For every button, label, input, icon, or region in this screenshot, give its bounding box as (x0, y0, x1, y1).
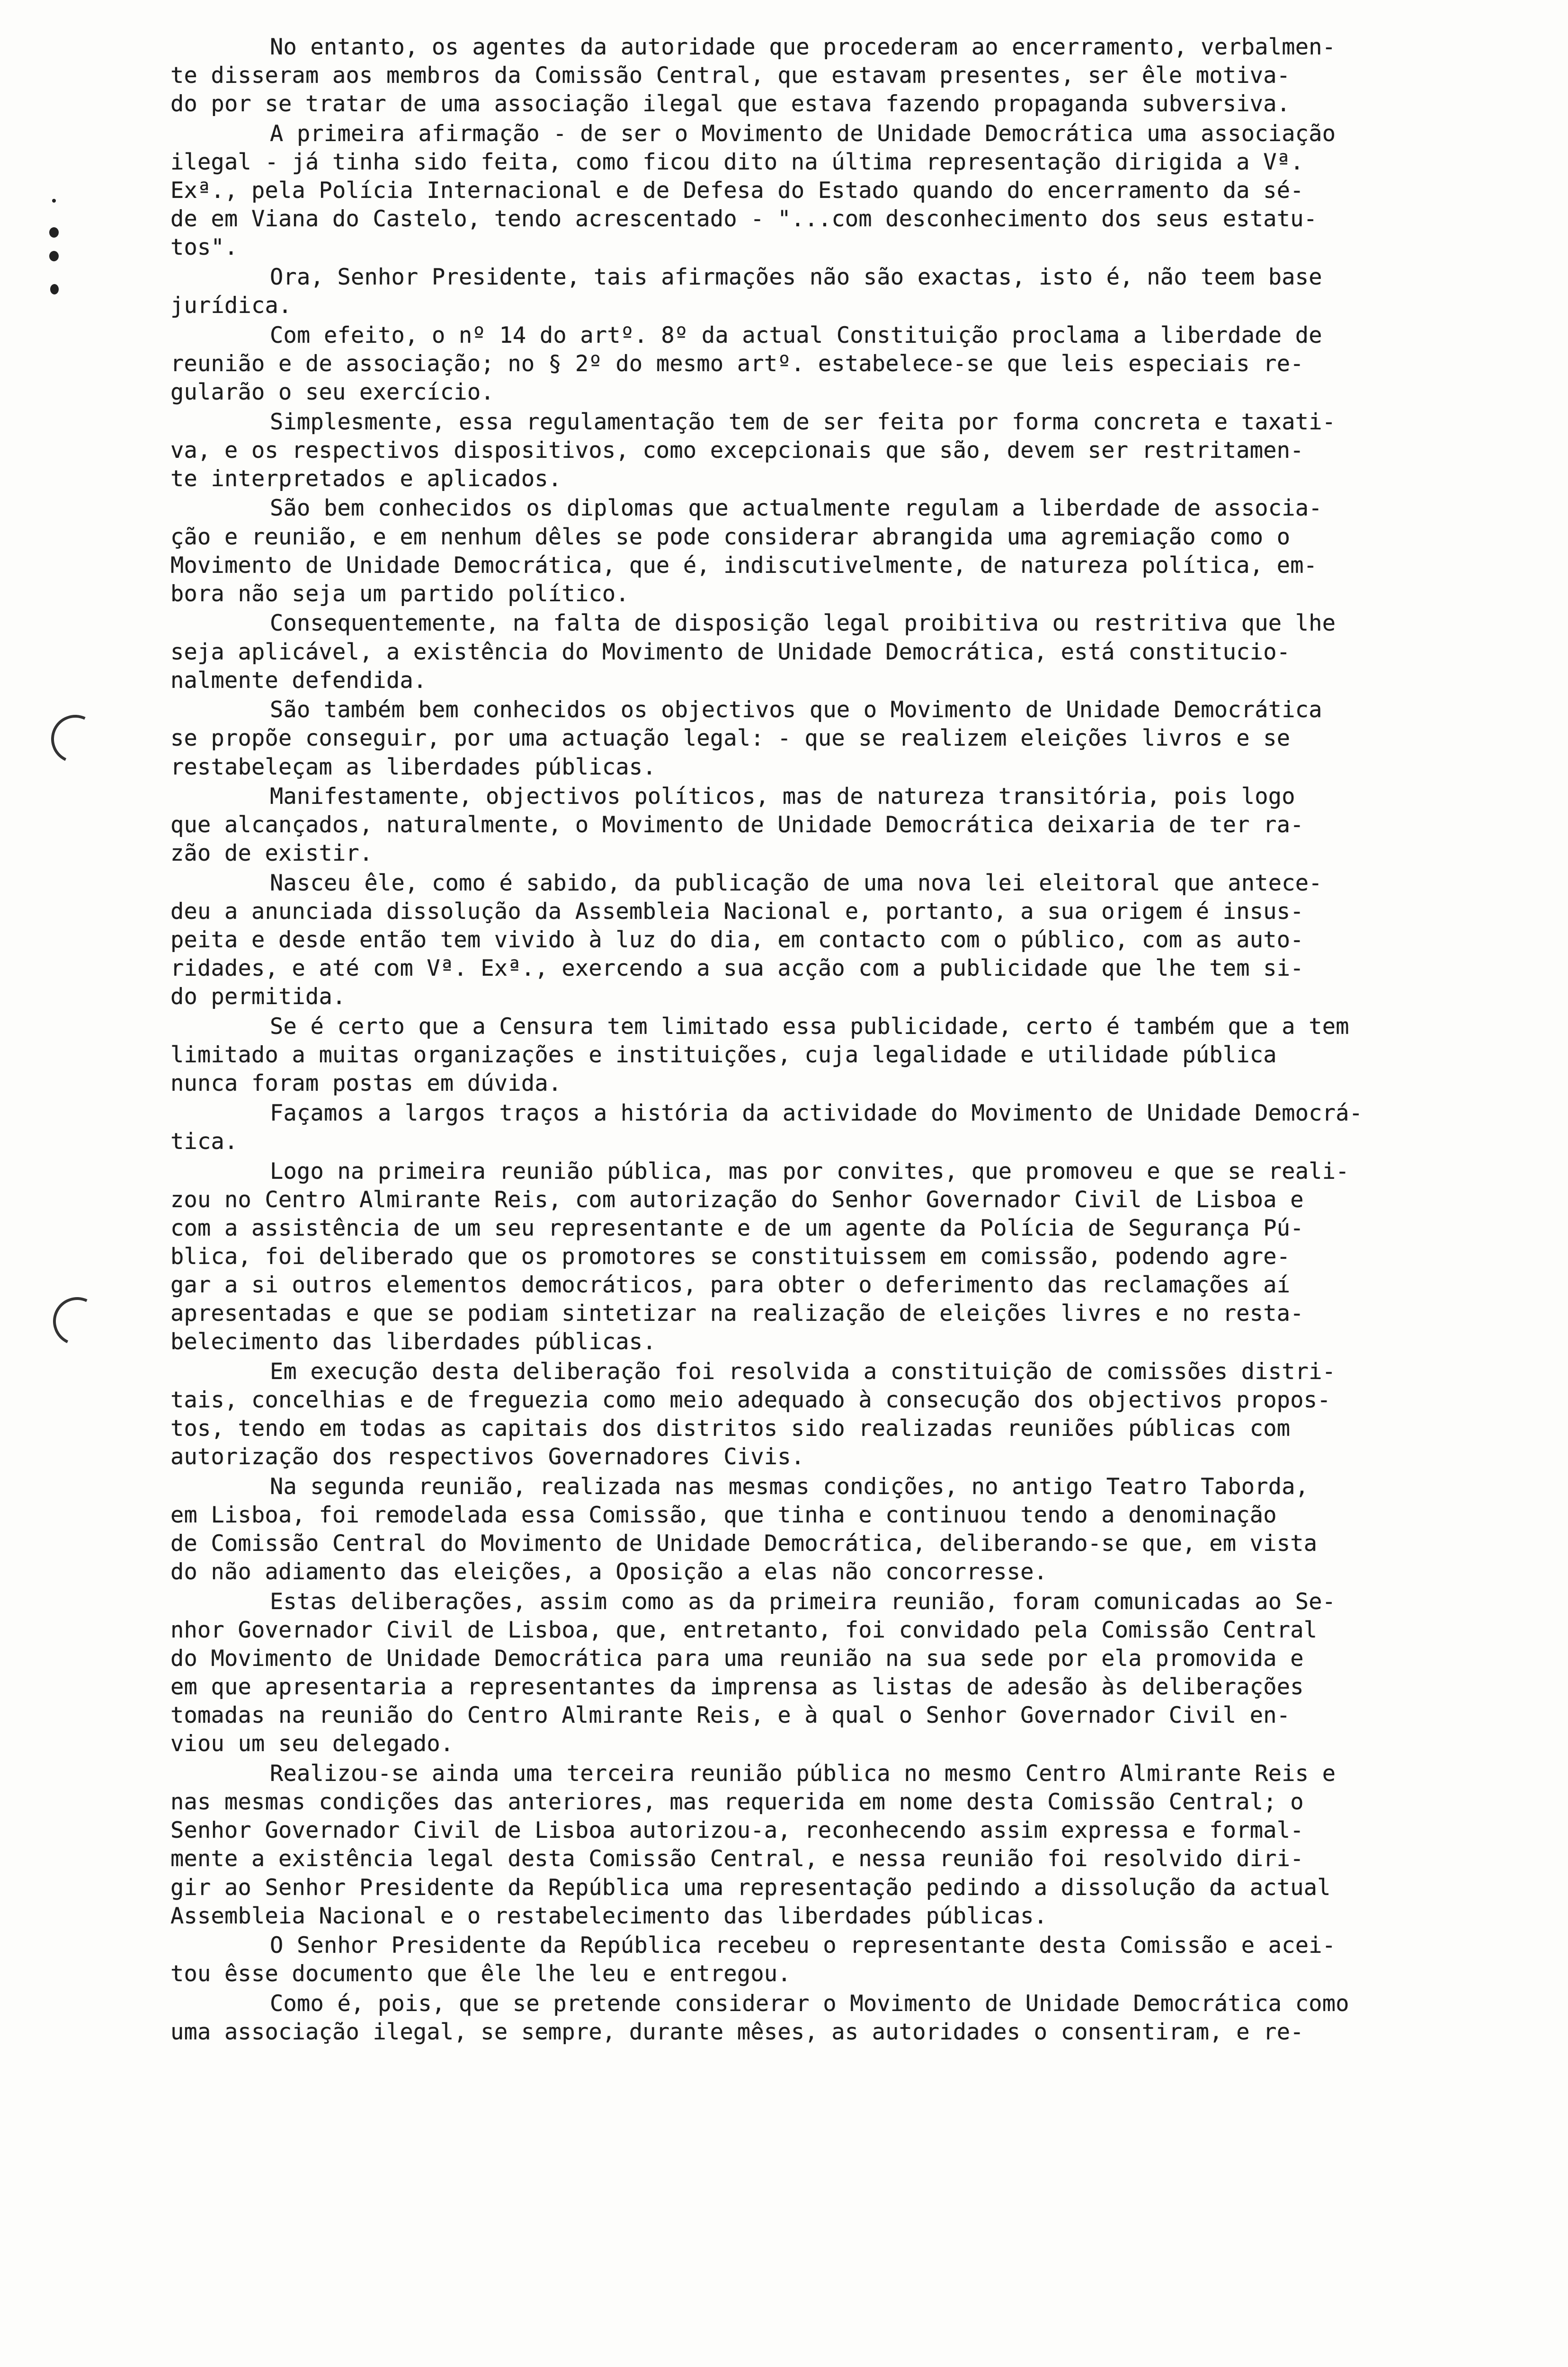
paragraph (170, 408, 1543, 493)
text-line: nalmente defendida. (170, 667, 427, 694)
text-line: nunca foram postas em dúvida. (170, 1070, 562, 1097)
text-line: Movimento de Unidade Democrática, que é, indiscutivelmente, de natureza política, em- (170, 552, 1318, 578)
text-line: limitado a muitas organizações e instituições, cuja legalidade e utilidade pública (170, 1042, 1277, 1068)
text-line: tais, concelhias e de freguezia como meio adequado à consecução dos objectivos propos- (170, 1387, 1331, 1414)
text-line: A primeira afirmação - de ser o Movimento de Unidade Democrática uma associação (270, 120, 1336, 147)
text-line: de Comissão Central do Movimento de Unidade Democrática, deliberando-se que, em vista (170, 1531, 1318, 1557)
paragraph (170, 869, 1543, 1011)
paragraph (170, 120, 1543, 262)
text-line: reunião e de associação; no § 2º do mesmo artº. estabelece-se que leis especiais re- (170, 350, 1304, 377)
text-line: do Movimento de Unidade Democrática para uma reunião na sua sede por ela promovida e (170, 1646, 1304, 1672)
text-line: Consequentemente, na falta de disposição legal proibitiva ou restritiva que lhe (270, 610, 1336, 637)
text-line: No entanto, os agentes da autoridade que procederam ao encerramento, verbalmen- (270, 34, 1336, 60)
text-line: nhor Governador Civil de Lisboa, que, entretanto, foi convidado pela Comissão Central (170, 1617, 1318, 1644)
text-line: São bem conhecidos os diplomas que actualmente regulam a liberdade de associa- (270, 495, 1322, 522)
paragraph (170, 494, 1543, 608)
text-line: zou no Centro Almirante Reis, com autorização do Senhor Governador Civil de Lisboa e (170, 1186, 1304, 1213)
text-line: que alcançados, naturalmente, o Movimento de Unidade Democrática deixaria de ter ra- (170, 812, 1304, 838)
paragraph (170, 1588, 1543, 1759)
paragraph (170, 1760, 1543, 1931)
text-line: apresentadas e que se podiam sintetizar na realização de eleições livres e no resta- (170, 1300, 1304, 1327)
text-line: Ora, Senhor Presidente, tais afirmações não são exactas, isto é, não teem base (270, 264, 1322, 290)
text-line: Nasceu êle, como é sabido, da publicação de uma nova lei eleitoral que antece- (270, 870, 1322, 897)
paragraph (170, 609, 1543, 694)
text-line: em que apresentaria a representantes da imprensa as listas de adesão às deliberações (170, 1674, 1304, 1700)
text-line: Com efeito, o nº 14 do artº. 8º da actual Constituição proclama a liberdade de (270, 322, 1322, 348)
text-line: tos". (170, 234, 238, 261)
hole-mark (50, 284, 59, 294)
text-line: tou êsse documento que êle lhe leu e entregou. (170, 1961, 791, 1987)
text-line: tos, tendo em todas as capitais dos distritos sido realizadas reuniões públicas com (170, 1415, 1291, 1442)
text-line: blica, foi deliberado que os promotores se constituissem em comissão, podendo agre- (170, 1244, 1291, 1270)
text-line: Assembleia Nacional e o restabelecimento das liberdades públicas. (170, 1903, 1048, 1929)
text-line: autorização dos respectivos Governadores Civis. (170, 1444, 805, 1470)
text-line: em Lisboa, foi remodelada essa Comissão, que tinha e continuou tendo a denominação (170, 1502, 1277, 1529)
text-line: tomadas na reunião do Centro Almirante Reis, e à qual o Senhor Governador Civil en- (170, 1702, 1291, 1729)
text-line: Senhor Governador Civil de Lisboa autorizou-a, reconhecendo assim expressa e formal- (170, 1817, 1304, 1844)
text-line: Como é, pois, que se pretende considerar o Movimento de Unidade Democrática como (270, 1991, 1349, 2017)
text-line: uma associação ilegal, se sempre, durante mêses, as autoridades o consentiram, e re- (170, 2019, 1304, 2046)
text-line: mente a existência legal desta Comissão Central, e nessa reunião foi resolvido diri- (170, 1846, 1304, 1872)
paragraph (170, 263, 1543, 320)
hole-mark (52, 199, 56, 203)
paragraph (170, 1099, 1543, 1156)
paragraph (170, 1358, 1543, 1471)
punch-hole-arc (46, 1290, 108, 1353)
text-line: peita e desde então tem vivido à luz do dia, em contacto com o público, com as auto- (170, 927, 1304, 953)
typewritten-letter-body (170, 33, 1543, 2048)
text-line: bora não seja um partido político. (170, 580, 629, 607)
text-line: va, e os respectivos dispositivos, como excepcionais que são, devem ser restritamen- (170, 437, 1304, 463)
text-line: O Senhor Presidente da República recebeu o representante desta Comissão e acei- (270, 1932, 1336, 1959)
text-line: te interpretados e aplicados. (170, 465, 562, 492)
hole-mark (49, 251, 59, 261)
paragraph (170, 696, 1543, 781)
text-line: Manifestamente, objectivos políticos, mas de natureza transitória, pois logo (270, 783, 1295, 810)
text-line: jurídica. (170, 293, 292, 319)
text-line: se propõe conseguir, por uma actuação legal: - que se realizem eleições livros e se (170, 725, 1291, 752)
paragraph (170, 1473, 1543, 1586)
text-line: do por se tratar de uma associação ilegal que estava fazendo propaganda subversiva. (170, 91, 1291, 117)
text-line: Exª., pela Polícia Internacional e de Defesa do Estado quando do encerramento da sé- (170, 178, 1304, 204)
text-line: Se é certo que a Censura tem limitado essa publicidade, certo é também que a tem (270, 1014, 1349, 1040)
text-line: Na segunda reunião, realizada nas mesmas condições, no antigo Teatro Taborda, (270, 1474, 1309, 1500)
text-line: Logo na primeira reunião pública, mas por convites, que promoveu e que se reali- (270, 1158, 1349, 1184)
paragraph (170, 1990, 1543, 2047)
text-line: seja aplicável, a existência do Movimento de Unidade Democrática, está constitucio- (170, 639, 1291, 665)
paragraph (170, 1157, 1543, 1357)
text-line: gularão o seu exercício. (170, 379, 494, 405)
text-line: Realizou-se ainda uma terceira reunião pública no mesmo Centro Almirante Reis e (270, 1761, 1336, 1787)
paragraph (170, 33, 1543, 118)
text-line: do permitida. (170, 984, 346, 1010)
text-line: nas mesmas condições das anteriores, mas requerida em nome desta Comissão Central; o (170, 1789, 1304, 1815)
paragraph (170, 1013, 1543, 1098)
paragraph (170, 321, 1543, 407)
text-line: gar a si outros elementos democráticos, para obter o deferimento das reclamações aí (170, 1272, 1291, 1299)
text-line: Simplesmente, essa regulamentação tem de ser feita por forma concreta e taxati- (270, 409, 1336, 435)
text-line: gir ao Senhor Presidente da República uma representação pedindo a dissolução da actual (170, 1874, 1331, 1901)
punch-hole-arc (45, 708, 107, 770)
text-line: zão de existir. (170, 840, 373, 867)
text-line: com a assistência de um seu representante e de um agente da Polícia de Segurança Pú- (170, 1215, 1304, 1241)
text-line: restabeleçam as liberdades públicas. (170, 754, 656, 780)
hole-mark (49, 227, 59, 238)
text-line: te disseram aos membros da Comissão Central, que estavam presentes, ser êle motiva- (170, 62, 1291, 89)
binder-hole-marks (45, 199, 64, 312)
text-line: Estas deliberações, assim como as da primeira reunião, foram comunicadas ao Se- (270, 1588, 1336, 1615)
text-line: viou um seu delegado. (170, 1731, 454, 1757)
text-line: ridades, e até com Vª. Exª., exercendo a sua acção com a publicidade que lhe tem si- (170, 955, 1304, 982)
text-line: deu a anunciada dissolução da Assembleia Nacional e, portanto, a sua origem é insus- (170, 899, 1304, 925)
paragraph (170, 783, 1543, 868)
text-line: belecimento das liberdades públicas. (170, 1329, 656, 1355)
text-line: ilegal - já tinha sido feita, como ficou dito na última representação dirigida a Vª. (170, 149, 1304, 175)
text-line: de em Viana do Castelo, tendo acrescentado - "...com desconhecimento dos seus estatu- (170, 206, 1318, 232)
paragraph (170, 1931, 1543, 1988)
text-line: ção e reunião, e em nenhum dêles se pode considerar abrangida uma agremiação como o (170, 524, 1291, 550)
text-line: Em execução desta deliberação foi resolvida a constituição de comissões distri- (270, 1359, 1336, 1385)
text-line: do não adiamento das eleições, a Oposição a elas não concorresse. (170, 1559, 1048, 1585)
text-line: tica. (170, 1129, 238, 1155)
text-line: Façamos a largos traços a história da actividade do Movimento de Unidade Democrá- (270, 1100, 1363, 1126)
text-line: São também bem conhecidos os objectivos que o Movimento de Unidade Democrática (270, 697, 1322, 723)
